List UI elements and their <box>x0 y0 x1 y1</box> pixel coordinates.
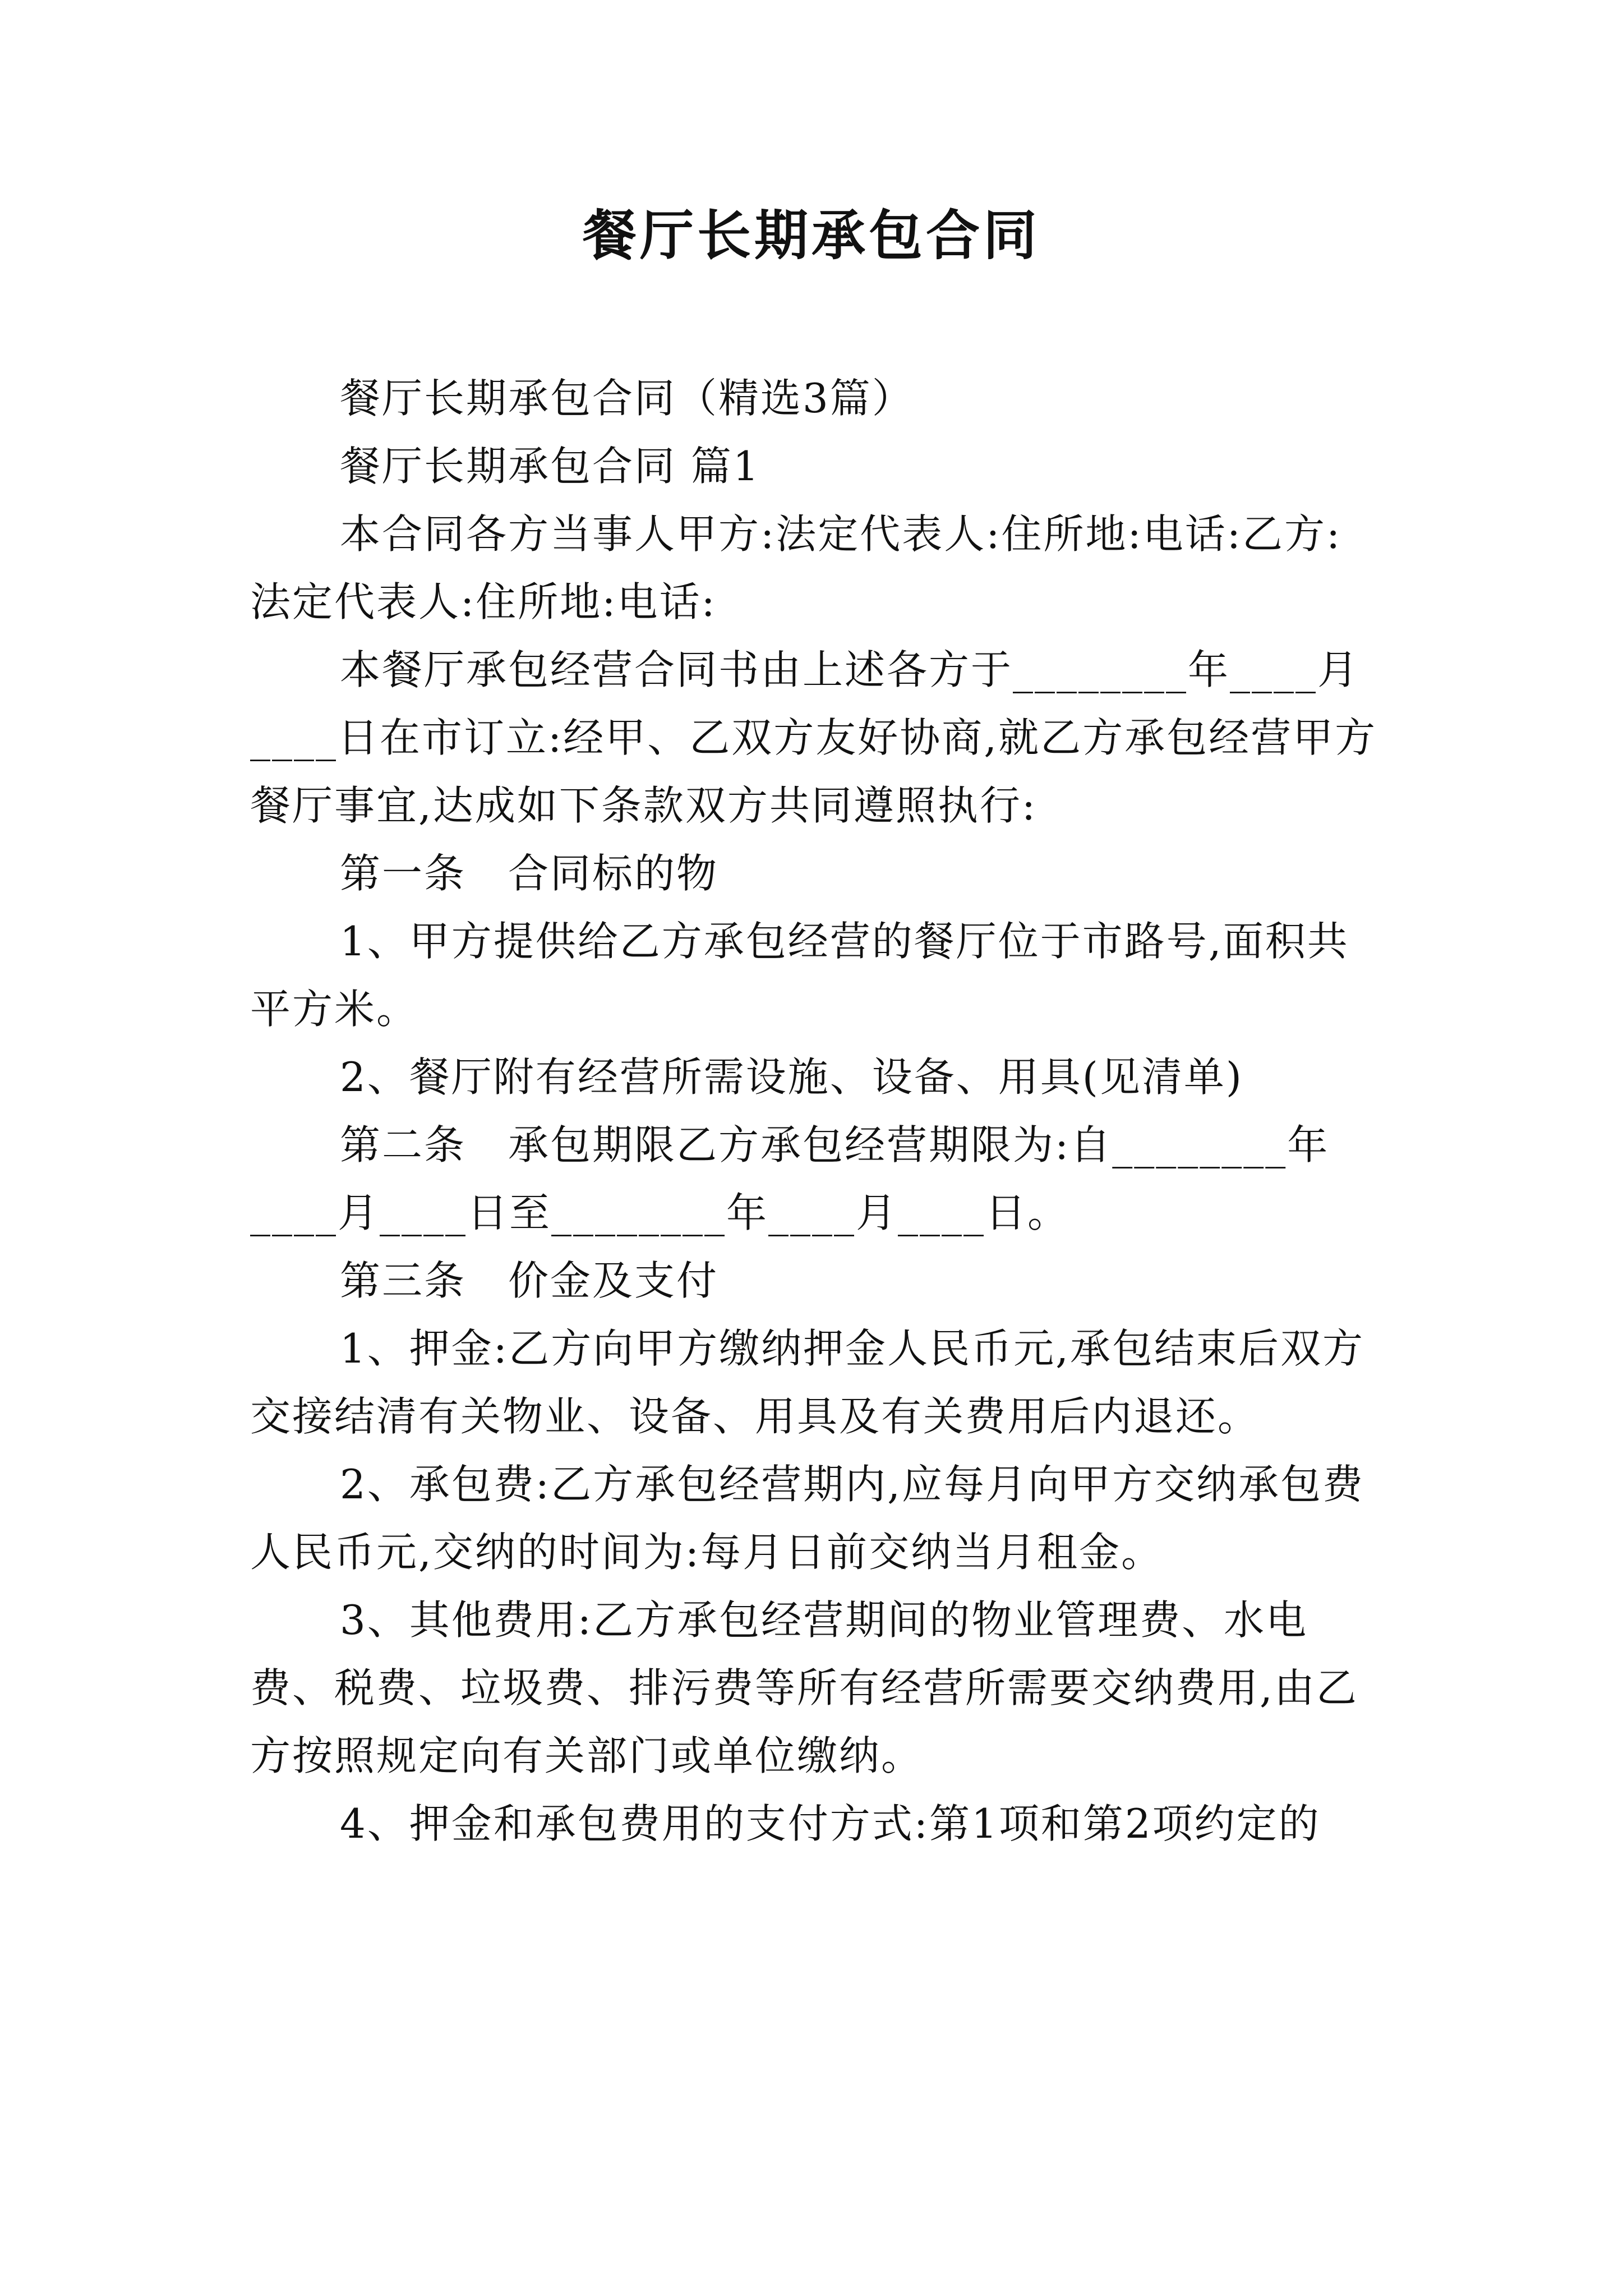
article-2-term: 第二条 承包期限乙方承包经营期限为:自________年____月____日至________年____月____日。 <box>250 1121 1330 1236</box>
paragraph-section-heading: 餐厅长期承包合同 篇1 <box>340 443 760 490</box>
document-title: 餐厅长期承包合同 <box>583 204 1040 267</box>
article-1-heading: 第一条 合同标的物 <box>340 850 719 897</box>
article-1-item-2: 2、餐厅附有经营所需设施、设备、用具(见清单) <box>340 1053 1243 1101</box>
article-1-item-1: 1、甲方提供给乙方承包经营的餐厅位于市路号,面积共平方米。 <box>250 918 1349 1033</box>
paragraph-subtitle: 餐厅长期承包合同（精选3篇） <box>340 375 914 422</box>
paragraph-preamble: 本餐厅承包经营合同书由上述各方于________年____月____日在市订立:经甲、乙双方友好协商,就乙方承包经营甲方餐厅事宜,达成如下条款双方共同遵照执行: <box>250 646 1377 829</box>
document-body <box>250 365 1383 1858</box>
article-3-item-1: 1、押金:乙方向甲方缴纳押金人民币元,承包结束后双方交接结清有关物业、设备、用具及有关费用后内退还。 <box>250 1325 1364 1440</box>
paragraph-parties: 本合同各方当事人甲方:法定代表人:住所地:电话:乙方:法定代表人:住所地:电话: <box>250 510 1342 625</box>
article-3-heading: 第三条 价金及支付 <box>340 1257 719 1304</box>
article-3-item-2: 2、承包费:乙方承包经营期内,应每月向甲方交纳承包费人民币元,交纳的时间为:每月日前交纳当月租金。 <box>250 1461 1364 1576</box>
article-3-item-3: 3、其他费用:乙方承包经营期间的物业管理费、水电费、税费、垃圾费、排污费等所有经营所需要交纳费用,由乙方按照规定向有关部门或单位缴纳。 <box>250 1596 1358 1779</box>
article-3-item-4: 4、押金和承包费用的支付方式:第1项和第2项约定的 <box>340 1800 1321 1847</box>
